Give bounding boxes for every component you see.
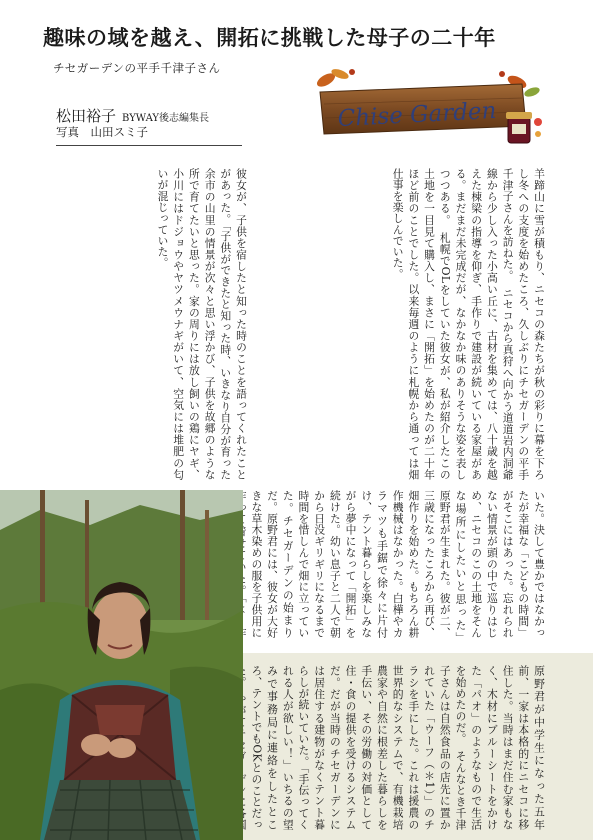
body-text-lower-part2: 物がなくテント暮らしが続いていた。「手伝ってくれる人が欲しい！」いちるの望みで事務局に連絡をしたところ、テントでもOKとのことだっ bbox=[250, 665, 327, 831]
author-role: BYWAY後志編集長 bbox=[122, 113, 209, 124]
flower-decoration-icon bbox=[534, 118, 542, 137]
photo-label: 写真 bbox=[56, 125, 79, 139]
portrait-photo bbox=[0, 490, 243, 840]
body-text-middle: いた。決して豊かではなかったが幸福な「こどもの時間」がそこにはあった。忘れられない情景が頭の中で巡りはじめ、ニセコのこの土地をそんな場所にしたいと思った」 原野君が生まれた。彼が二、三歳になったころから再び、畑作りを始めた。もちろん耕作機械はなかった。白樺やカラマツも手鋸で徐々に片付け、テント暮らしを楽しみながら夢中になって「開拓」を続けた。幼い息子と二人で朝から日没ギリギリになるまで時間を惜しんで畑に立っていた。チセガーデンの始まりだ。原野君には、彼女が大好きな草木染めの服を子供用に bbox=[250, 490, 546, 638]
jar-icon bbox=[506, 112, 532, 143]
body-text-lower-part1: 原野君が中学生になった五年前、一家は本格的にニセコに移住した。当時はまだ住む家もなく、木材にブルーシートをかけた「パオ」のようなもので生活を始めたのだ。 そんなとき千津子さんは自然食品の店先に置かれていた「ウーフ（＊1）」のチラシを手にした。これは援農の世界的なシステムで、有機栽培農家や自然に根差した暮らしを手伝い、その労働の対価として住・食の提供を受けるシステムだ。だが当時のチセガーデンには居住する建 bbox=[313, 665, 546, 830]
photographer-name: 山田スミ子 bbox=[90, 125, 148, 139]
logo-text: Chise Garden bbox=[337, 97, 497, 133]
author-byline bbox=[56, 105, 209, 126]
body-text-upper-right: 羊蹄山に雪が積もり、ニセコの森たちが秋の彩りに幕を下ろし冬への支度を始めたころ、久しぶりにチセガーデンの平手千津子さんを訪ねた。 ニセコから真狩へ向かう道道岩内洞爺線から少し入った小高い丘に、古材を集めては、八十歳を越えた棟梁の指導を仰ぎ、手作りで建設が続いている家屋がある。まだまだ未完成だが、なかなか味のありそうな姿を表しつつある。 札幌でOLをしていた彼女が、私が紹介したこの土地を一目見て購入し、まさに「開拓」を始めたのが二十年ほど前のことでした。以来毎週のように札幌から通っては畑仕事を楽しんでいた。 bbox=[391, 168, 546, 480]
body-text-upper-left: 彼女が、子供を宿したと知った時のことを語ってくれたことがあった。「子供ができたと知った時、いきなり自分が育った余市の山里の情景が次々と思い浮かび、子供を故郷のような所で育てたいと思った。家の周りには放し飼いの鶏にヤギ、小川にはドジョウやヤツメウナギがいて、空気には堆肥の匂いが混じっていた。 bbox=[156, 168, 248, 480]
body-text-lower bbox=[250, 665, 547, 831]
article-subtitle: チセガーデンの平手千津子さん bbox=[53, 61, 221, 75]
author-name: 松田裕子 bbox=[56, 107, 117, 125]
byline-divider bbox=[56, 145, 242, 146]
photo-credit bbox=[56, 124, 148, 140]
chise-garden-logo bbox=[312, 62, 544, 154]
article-title: 趣味の域を越え、開拓に挑戦した母子の二十年 bbox=[43, 25, 496, 50]
